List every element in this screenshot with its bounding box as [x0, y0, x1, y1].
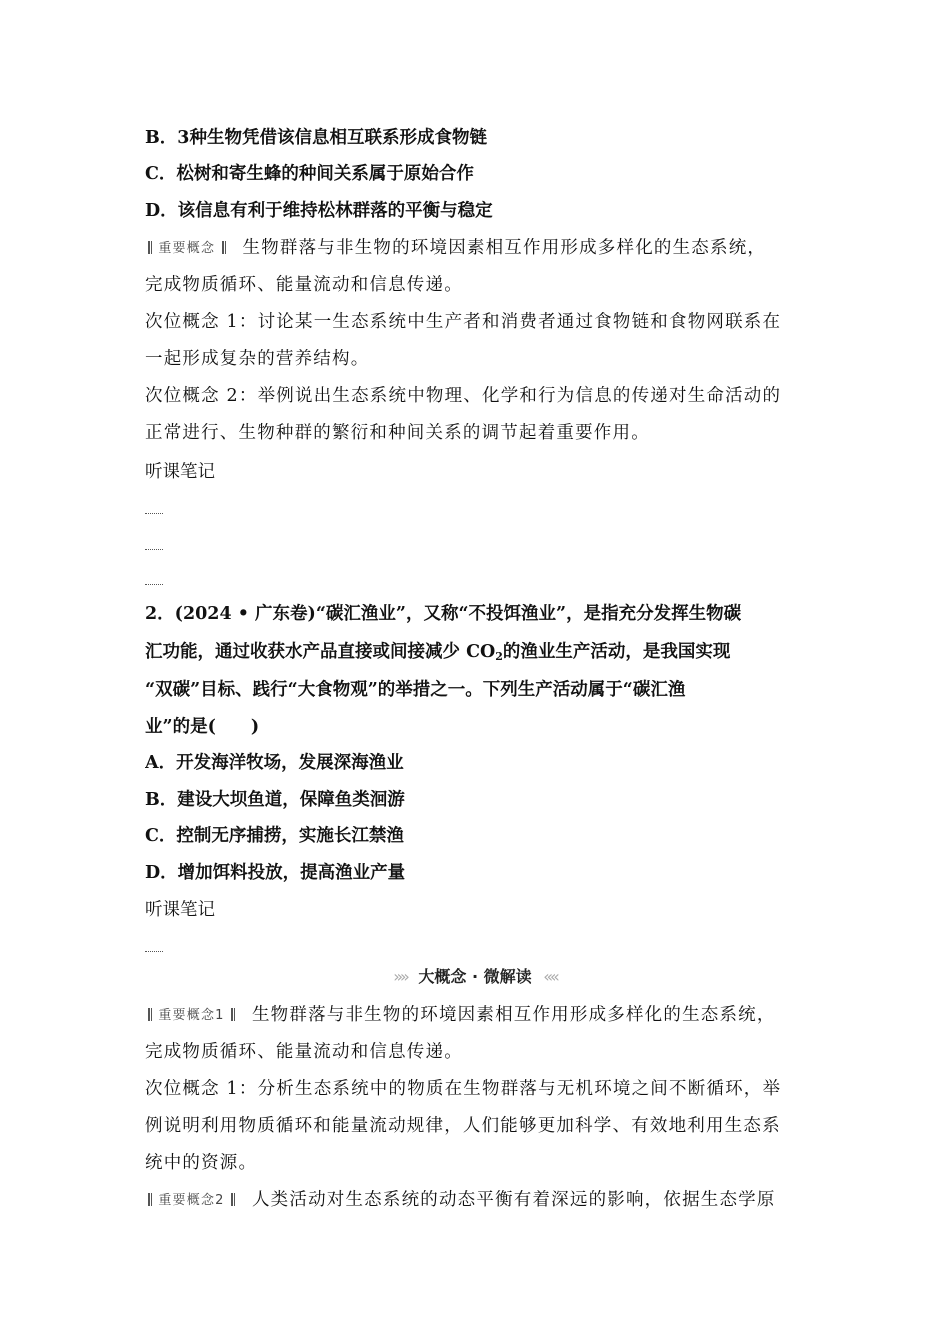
q2-stem-line2: 汇功能，通过收获水产品直接或间接减少 $CO_2$的渔业生产活动，是我国实现 — [145, 642, 731, 663]
sub-concept-line1: 次位概念 1：分析生态系统中的物质在生物群落与无机环境之间不断循环，举 — [145, 1079, 782, 1099]
concept-tag: 重要概念 — [145, 237, 229, 261]
notes-label: 听课笔记 — [145, 462, 215, 482]
section-title: 大概念 · 微解读 — [418, 967, 532, 986]
note-line — [145, 582, 163, 585]
q1-option-c: C．松树和寄生蜂的种间关系属于原始合作 — [145, 164, 474, 184]
concept-text: 生物群落与非生物的环境因素相互作用形成多样化的生态系统， — [242, 238, 767, 258]
chevron-right-icon: »» — [393, 967, 407, 986]
sub-concept-2-line1: 次位概念 2：举例说出生态系统中物理、化学和行为信息的传递对生命活动的 — [145, 386, 782, 406]
q2-stem-line3: “双碳”目标、践行“大食物观”的举措之一。下列生产活动属于“碳汇渔 — [145, 680, 686, 700]
q2-option-c: C．控制无序捕捞，实施长江禁渔 — [145, 826, 404, 846]
note-line — [145, 949, 163, 952]
concept-text: 生物群落与非生物的环境因素相互作用形成多样化的生态系统， — [251, 1005, 776, 1025]
notes-label: 听课笔记 — [145, 900, 215, 920]
q2-option-d: D．增加饵料投放，提高渔业产量 — [145, 863, 406, 883]
q1-option-b: B．3种生物凭借该信息相互联系形成食物链 — [145, 128, 487, 148]
note-line — [145, 547, 163, 550]
concept-text: 人类活动对生态系统的动态平衡有着深远的影响，依据生态学原 — [251, 1190, 776, 1210]
concept-block-1-line2: 完成物质循环、能量流动和信息传递。 — [145, 275, 463, 295]
concept-tag: 重要概念1 — [145, 1004, 238, 1028]
q1-option-d: D．该信息有利于维持松林群落的平衡与稳定 — [145, 201, 493, 221]
sub-concept-line3: 统中的资源。 — [145, 1153, 258, 1173]
concept-block-2-line2: 完成物质循环、能量流动和信息传递。 — [145, 1042, 463, 1062]
chevron-left-icon: «« — [543, 967, 557, 986]
sub-concept-line2: 例说明利用物质循环和能量流动规律，人们能够更加科学、有效地利用生态系 — [145, 1116, 781, 1136]
concept-tag: 重要概念2 — [145, 1189, 238, 1213]
section-header — [0, 965, 950, 989]
q2-option-a: A．开发海洋牧场，发展深海渔业 — [145, 753, 404, 773]
concept-block-1-line1 — [145, 236, 805, 261]
sub-concept-1-line1: 次位概念 1：讨论某一生态系统中生产者和消费者通过食物链和食物网联系在 — [145, 312, 782, 332]
note-line — [145, 511, 163, 514]
sub-concept-1-line2: 一起形成复杂的营养结构。 — [145, 349, 370, 369]
q2-stem-line1: 2．(2024 • 广东卷)“碳汇渔业”，又称“不投饵渔业”，是指充分发挥生物碳 — [145, 604, 742, 624]
q2-stem-line4: 业”的是( ) — [145, 717, 260, 737]
concept-block-3-line1 — [145, 1188, 805, 1213]
sub-concept-2-line2: 正常进行、生物种群的繁衍和种间关系的调节起着重要作用。 — [145, 423, 650, 443]
q2-option-b: B．建设大坝鱼道，保障鱼类洄游 — [145, 790, 405, 810]
concept-block-2-line1 — [145, 1003, 805, 1028]
